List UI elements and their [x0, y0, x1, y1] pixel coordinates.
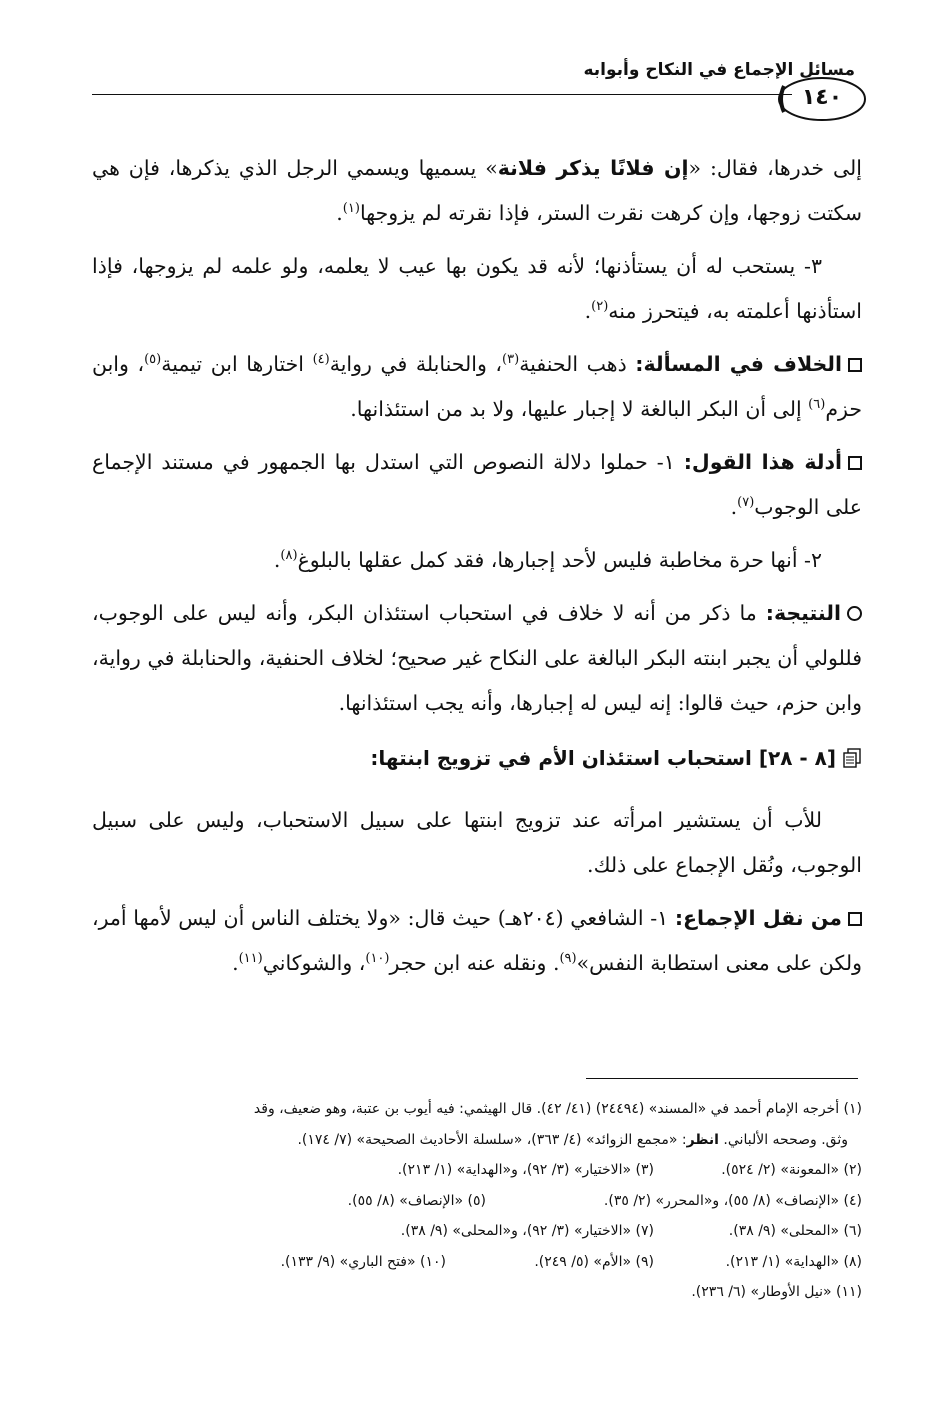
text-run: . ونقله عنه ابن حجر — [389, 951, 560, 975]
footnote-ref[interactable]: (١١) — [238, 951, 263, 967]
text-run: للأب أن يستشير امرأته عند تزويج ابنتها على سبيل الاستحباب، وليس على سبيل الوجوب، ونُقل الإجماع على ذلك. — [92, 808, 862, 877]
footnote-row — [92, 1247, 862, 1278]
paragraph-3 — [92, 342, 862, 432]
text-run: ذهب الحنفية — [519, 352, 636, 376]
footnote-row — [92, 1186, 862, 1217]
footnote-ref[interactable]: (٨) — [280, 548, 298, 564]
text-run: . — [730, 495, 738, 519]
footnote-1: (١) أخرجه الإمام أحمد في «المسند» (٢٤٤٩٤) (٤١/ ٤٢). قال الهيثمي: فيه أيوب بن عتبة، وهو ضعيف، وقد — [253, 1101, 862, 1117]
text-run: ، وابن حزم — [92, 352, 862, 421]
footnote-2: (٢) «المعونة» (٢/ ٥٢٤). — [721, 1162, 862, 1178]
paragraph-7 — [92, 798, 862, 888]
footnote-ref[interactable]: (٤) — [312, 352, 330, 368]
bold-quote: إن فلانًا يذكر فلانة — [497, 156, 689, 180]
footnote-11: (١١) «نيل الأوطار» (٦/ ٢٣٦). — [691, 1284, 862, 1300]
text-run: ٢- أنها حرة مخاطبة فليس لأحد إجبارها، فقد كمل عقلها بالبلوغ — [297, 548, 822, 572]
text-run: . — [232, 951, 239, 975]
text-run: . — [273, 548, 281, 572]
footnote-7: (٧) «الاختيار» (٣/ ٩٢)، و«المحلى» (٩/ ٣٨). — [400, 1223, 654, 1239]
label-disagreement: الخلاف في المسألة: — [635, 352, 843, 376]
square-bullet-icon — [848, 912, 862, 926]
text-run: اختارها ابن تيمية — [161, 352, 313, 376]
footnote-ref[interactable]: (١٠) — [365, 951, 390, 967]
text-run: » يسميها ويسمي الرجل الذي يذكرها، فإن هي سكتت زوجها، وإن كرهت نقرت الستر، فإذا نقرته لم يزوجها — [92, 156, 862, 225]
footnote-rule — [586, 1078, 858, 1079]
square-bullet-icon — [848, 456, 862, 470]
footnote-ref[interactable]: (٦) — [808, 397, 826, 413]
paragraph-1 — [92, 146, 862, 236]
footnote-ref[interactable]: (٥) — [144, 352, 162, 368]
page-number-oval — [776, 74, 868, 124]
text-run: ، والحنابلة في رواية — [329, 352, 503, 376]
footnote-row — [92, 1155, 862, 1186]
text-run: ما ذكر من أنه لا خلاف في استحباب استئذان البكر، وأنه ليس على الوجوب، فللولي أن يجبر ابنته البكر البالغة على النكاح غير صحيح؛ لخلاف الحنفية، والحنابلة في رواية، وابن حزم، حيث قالوا: إنه ليس له إجبارها، وأنه يجب استئذانها. — [92, 601, 862, 715]
text-run: إلى أن البكر البالغة لا إجبار عليها، ولا بد من استئذانها. — [350, 397, 809, 421]
footnote-4: (٤) «الإنصاف» (٨/ ٥٥)، و«المحرر» (٢/ ٣٥). — [603, 1192, 862, 1209]
label-result: النتيجة: — [765, 601, 841, 625]
footnote-5: (٥) «الإنصاف» (٨/ ٥٥). — [347, 1192, 486, 1209]
label-transmitters: من نقل الإجماع: — [674, 906, 842, 930]
circle-bullet-icon — [847, 606, 862, 621]
page-number: ١٤٠ — [801, 85, 843, 110]
footnote-ref[interactable]: (٣) — [502, 352, 520, 368]
running-title: مسائل الإجماع في النكاح وأبوابه — [583, 60, 855, 80]
footnote-1-continued — [92, 1125, 862, 1156]
header-rule — [92, 94, 792, 95]
text-run: ، والشوكاني — [262, 951, 366, 975]
footnotes — [92, 1094, 862, 1308]
text-run: : «مجمع الزوائد» (٤/ ٣٦٣)، «سلسلة الأحاديث الصحيحة» (٧/ ١٧٤). — [297, 1131, 687, 1148]
main-text — [92, 146, 862, 994]
footnote-8: (٨) «الهداية» (١/ ٢١٣). — [725, 1253, 862, 1270]
paragraph-2 — [92, 244, 862, 334]
section-heading — [92, 736, 862, 784]
section-title: استحباب استئذان الأم في تزويج ابنتها: — [370, 746, 759, 770]
paragraph-8 — [92, 896, 862, 986]
paragraph-5 — [92, 538, 862, 583]
footnote-10: (١٠) «فتح الباري» (٩/ ١٣٣). — [280, 1253, 446, 1270]
see-label: انظر — [686, 1131, 719, 1148]
text-run: . — [336, 201, 343, 225]
text-run: ١- حملوا دلالة النصوص التي استدل بها الجمهور في مستند الإجماع على الوجوب — [92, 450, 862, 519]
footnote-row — [92, 1216, 862, 1247]
square-bullet-icon — [848, 358, 862, 372]
text-run: . — [584, 299, 592, 323]
paragraph-6 — [92, 591, 862, 726]
footnote-3: (٣) «الاختيار» (٣/ ٩٢)، و«الهداية» (١/ ٢١٣). — [397, 1162, 654, 1178]
text-run: ٣- يستحب له أن يستأذنها؛ لأنه قد يكون بها عيب لا يعلمه، ولو علمه لم يزوجها، فإذا استأذنها أعلمته به، فيتحرز منه — [92, 254, 862, 323]
text-run: إلى خدرها، فقال: « — [688, 156, 862, 180]
footnote-ref[interactable]: (٩) — [559, 951, 577, 967]
footnote-ref[interactable]: (٢) — [591, 299, 609, 315]
footnote-ref[interactable]: (٧) — [737, 495, 755, 511]
footnote-9: (٩) «الأم» (٥/ ٢٤٩). — [534, 1253, 654, 1270]
footnote-ref[interactable]: (١) — [342, 201, 360, 217]
text-run: ١- الشافعي (٢٠٤هـ) حيث قال: «ولا يختلف الناس أن ليس لأمها أمر، ولكن على معنى استطابة النفس» — [92, 906, 862, 975]
paragraph-4 — [92, 440, 862, 530]
label-evidence: أدلة هذا القول: — [683, 450, 842, 474]
documents-icon — [842, 739, 862, 784]
section-number: [٨ - ٢٨] — [758, 746, 836, 770]
footnote-6: (٦) «المحلى» (٩/ ٣٨). — [728, 1223, 862, 1239]
text-run: وثق. وصححه الألباني. — [718, 1131, 848, 1148]
